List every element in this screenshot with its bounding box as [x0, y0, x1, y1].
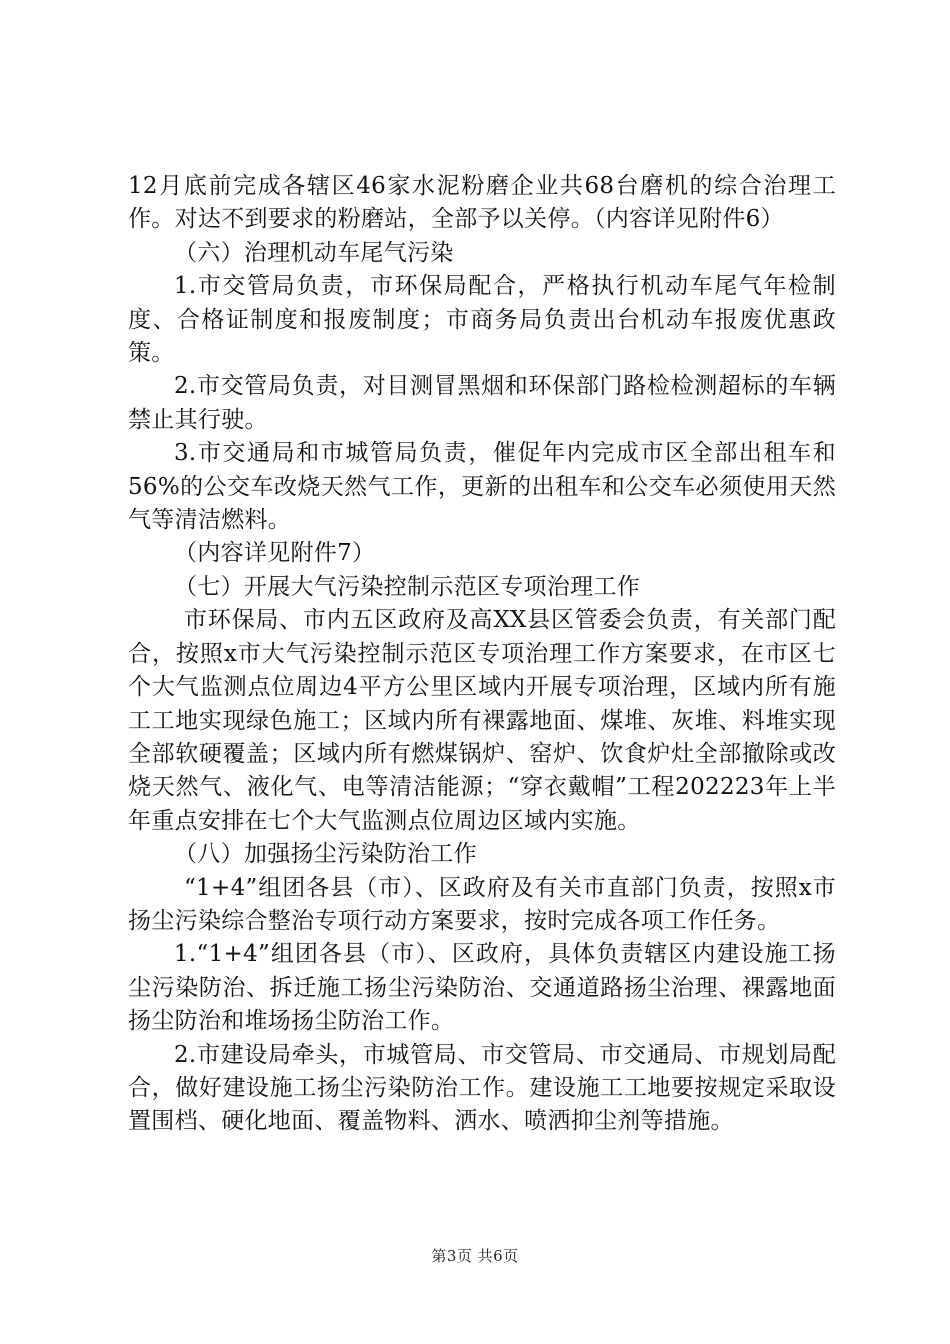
paragraph-item-8-1: 1.“1+4”组团各县（市）、区政府，具体负责辖区内建设施工扬尘污染防治、拆迁施工扬尘污染防治、交通道路扬尘治理、裸露地面扬尘防治和堆场扬尘防治工作。: [128, 941, 836, 1035]
paragraph-item-6-3: 3.市交通局和市城管局负责，催促年内完成市区全部出租车和56%的公交车改烧天然气工作，更新的出租车和公交车必须使用天然气等清洁燃料。: [128, 440, 836, 534]
document-body: [128, 170, 836, 1139]
paragraph-item-6-2: 2.市交管局负责，对目测冒黑烟和环保部门路检检测超标的车辆禁止其行驶。: [128, 373, 836, 433]
section-heading-7: （七）开展大气污染控制示范区专项治理工作: [174, 573, 640, 600]
paragraph-item-6-1: 1.市交管局负责，市环保局配合，严格执行机动车尾气年检制度、合格证制度和报废制度；市商务局负责出台机动车报废优惠政策。: [128, 273, 836, 367]
section-heading-8: （八）加强扬尘污染防治工作: [174, 841, 477, 868]
paragraph-section-7-body: 市环保局、市内五区政府及高XX县区管委会负责，有关部门配合，按照x市大气污染控制示范区专项治理工作方案要求，在市区七个大气监测点位周边4平方公里区域内开展专项治理，区域内所有施工工地实现绿色施工；区域内所有裸露地面、煤堆、灰堆、料堆实现全部软硬覆盖；区域内所有燃煤锅炉、窑炉、饮食炉灶全部撤除或改烧天然气、液化气、电等清洁能源；“穿衣戴帽”工程202223年上半年重点安排在七个大气监测点位周边区域内实施。: [128, 607, 836, 834]
paragraph-item-8-2: 2.市建设局牵头，市城管局、市交管局、市交通局、市规划局配合，做好建设施工扬尘污染防治工作。建设施工工地要按规定采取设置围档、硬化地面、覆盖物料、洒水、喷洒抑尘剂等措施。: [128, 1041, 836, 1135]
paragraph-annex-note-7: （内容详见附件7）: [174, 540, 376, 567]
paragraph-continuation: 12月底前完成各辖区46家水泥粉磨企业共68台磨机的综合治理工作。对达不到要求的粉磨站，全部予以关停。（内容详见附件6）: [128, 173, 836, 233]
page-number-footer: 第3页 共6页: [431, 1247, 519, 1265]
section-heading-6: （六）治理机动车尾气污染: [174, 239, 454, 266]
paragraph-section-8-intro: “1+4”组团各县（市）、区政府及有关市直部门负责，按照x市扬尘污染综合整治专项行动方案要求，按时完成各项工作任务。: [128, 874, 836, 934]
